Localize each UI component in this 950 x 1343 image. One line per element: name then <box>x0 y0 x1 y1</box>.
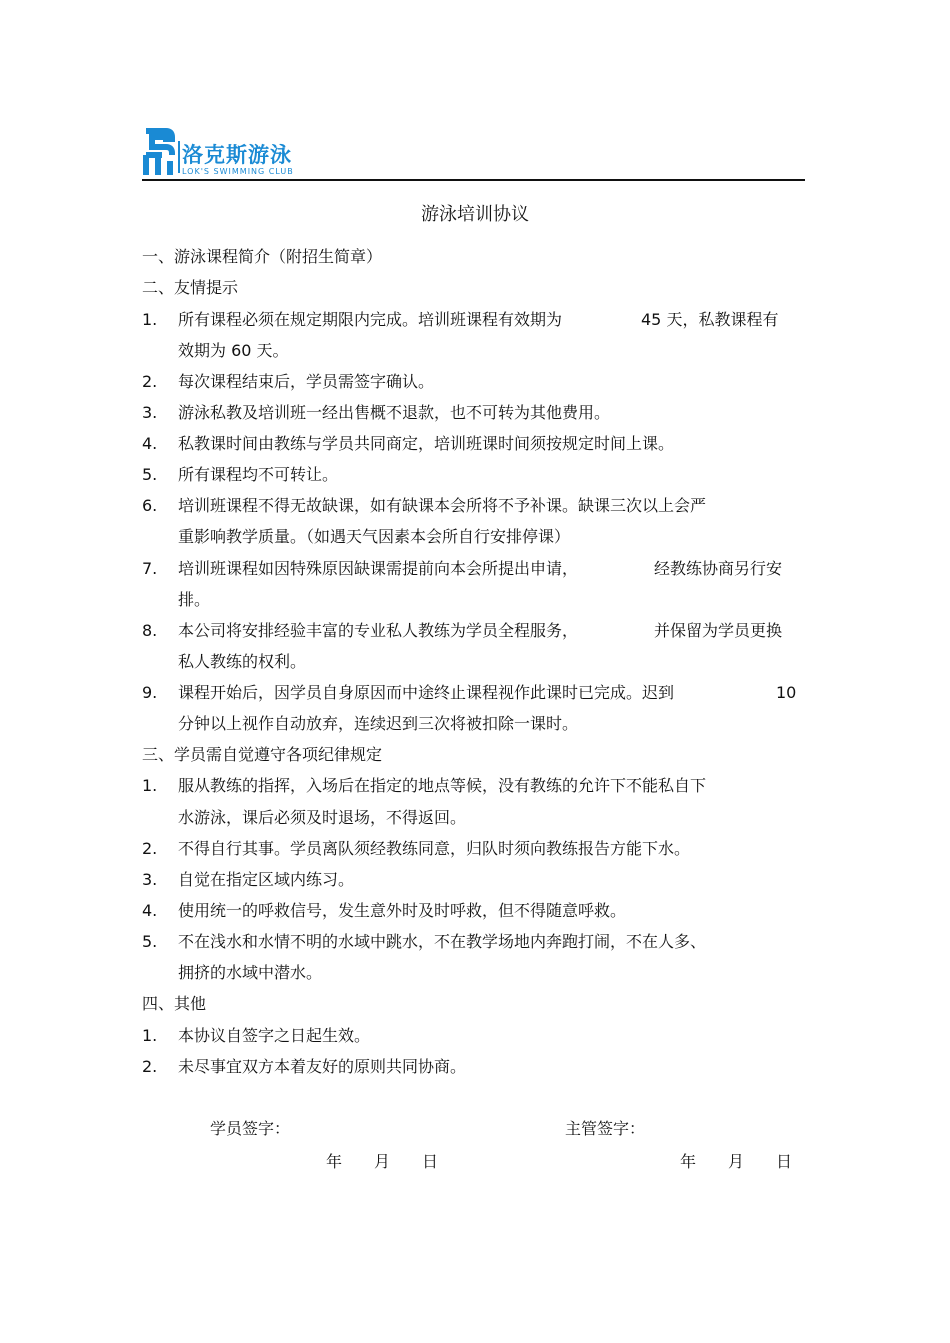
tip-number: 6. <box>142 496 158 515</box>
rule-text: 使用统一的呼救信号，发生意外时及时呼救，但不得随意呼救。 <box>178 901 627 920</box>
logo-divider <box>178 141 180 173</box>
tip-number: 8. <box>142 621 158 640</box>
tip-text: 所有课程均不可转让。 <box>178 465 339 484</box>
rule-number: 1. <box>142 776 158 795</box>
logo-chinese-name: 洛克斯游泳 <box>182 143 292 167</box>
rule-text: 水游泳，课后必须及时退场，不得返回。 <box>178 808 467 827</box>
tip-text: 游泳私教及培训班一经出售概不退款，也不可转为其他费用。 <box>178 403 611 422</box>
student-date-day: 日 <box>422 1152 439 1171</box>
tip-text: 培训班课程不得无故缺课，如有缺课本会所将不予补课。缺课三次以上会严 <box>178 496 707 515</box>
tip-text: 私教课时间由教练与学员共同商定，培训班课时间须按规定时间上课。 <box>178 434 675 453</box>
other-number: 1. <box>142 1026 158 1045</box>
supervisor-date-day: 日 <box>776 1152 793 1171</box>
header-rule <box>142 179 805 181</box>
supervisor-date-year: 年 <box>680 1152 697 1171</box>
tip-number: 4. <box>142 434 158 453</box>
tip-number: 9. <box>142 683 158 702</box>
rule-text: 服从教练的指挥，入场后在指定的地点等候，没有教练的允许下不能私自下 <box>178 776 707 795</box>
tip-number: 5. <box>142 465 158 484</box>
tip-number: 1. <box>142 310 158 329</box>
tip-text: 课程开始后，因学员自身原因而中途终止课程视作此课时已完成。迟到 <box>178 683 675 702</box>
rule-number: 2. <box>142 839 158 858</box>
lok-logo-mark-icon <box>142 125 176 179</box>
tip-text: 分钟以上视作自动放弃，连续迟到三次将被扣除一课时。 <box>178 714 579 733</box>
tip-text: 培训班课程如因特殊原因缺课需提前向本会所提出申请， <box>178 559 579 578</box>
tip-text: 并保留为学员更换 <box>654 621 783 640</box>
student-signature-label: 学员签字： <box>210 1119 291 1138</box>
student-date-year: 年 <box>326 1152 343 1171</box>
section-heading-3: 三、学员需自觉遵守各项纪律规定 <box>142 745 383 764</box>
tip-number: 7. <box>142 559 158 578</box>
document-title: 游泳培训协议 <box>421 204 529 225</box>
tip-text: 10 <box>776 683 797 702</box>
tip-text: 重影响教学质量。（如遇天气因素本会所自行安排停课） <box>178 527 571 546</box>
supervisor-date-month: 月 <box>728 1152 745 1171</box>
rule-text: 不在浅水和水情不明的水域中跳水，不在教学场地内奔跑打闹，不在人多、 <box>178 932 707 951</box>
club-logo <box>142 125 302 179</box>
tip-text: 本公司将安排经验丰富的专业私人教练为学员全程服务， <box>178 621 579 640</box>
logo-english-name: LOK'S SWIMMING CLUB <box>182 167 294 176</box>
tip-text: 私人教练的权利。 <box>178 652 307 671</box>
section-heading-4: 四、其他 <box>142 994 207 1013</box>
other-text: 本协议自签字之日起生效。 <box>178 1026 371 1045</box>
rule-number: 5. <box>142 932 158 951</box>
tip-text: 效期为 60 天。 <box>178 341 289 360</box>
tip-number: 3. <box>142 403 158 422</box>
supervisor-signature-label: 主管签字： <box>565 1119 646 1138</box>
rule-text: 拥挤的水域中潜水。 <box>178 963 323 982</box>
section-heading-2: 二、友情提示 <box>142 278 239 297</box>
rule-number: 4. <box>142 901 158 920</box>
rule-text: 不得自行其事。学员离队须经教练同意，归队时须向教练报告方能下水。 <box>178 839 691 858</box>
rule-number: 3. <box>142 870 158 889</box>
tip-text: 经教练协商另行安 <box>654 559 783 578</box>
other-text: 未尽事宜双方本着友好的原则共同协商。 <box>178 1057 467 1076</box>
rule-text: 自觉在指定区域内练习。 <box>178 870 355 889</box>
student-date-month: 月 <box>374 1152 391 1171</box>
tip-text: 所有课程必须在规定期限内完成。培训班课程有效期为 <box>178 310 563 329</box>
other-number: 2. <box>142 1057 158 1076</box>
tip-text: 排。 <box>178 590 211 609</box>
tip-text: 45 天，私教课程有 <box>641 310 779 329</box>
tip-number: 2. <box>142 372 158 391</box>
tip-text: 每次课程结束后，学员需签字确认。 <box>178 372 435 391</box>
section-heading-1: 一、游泳课程简介（附招生简章） <box>142 247 383 266</box>
